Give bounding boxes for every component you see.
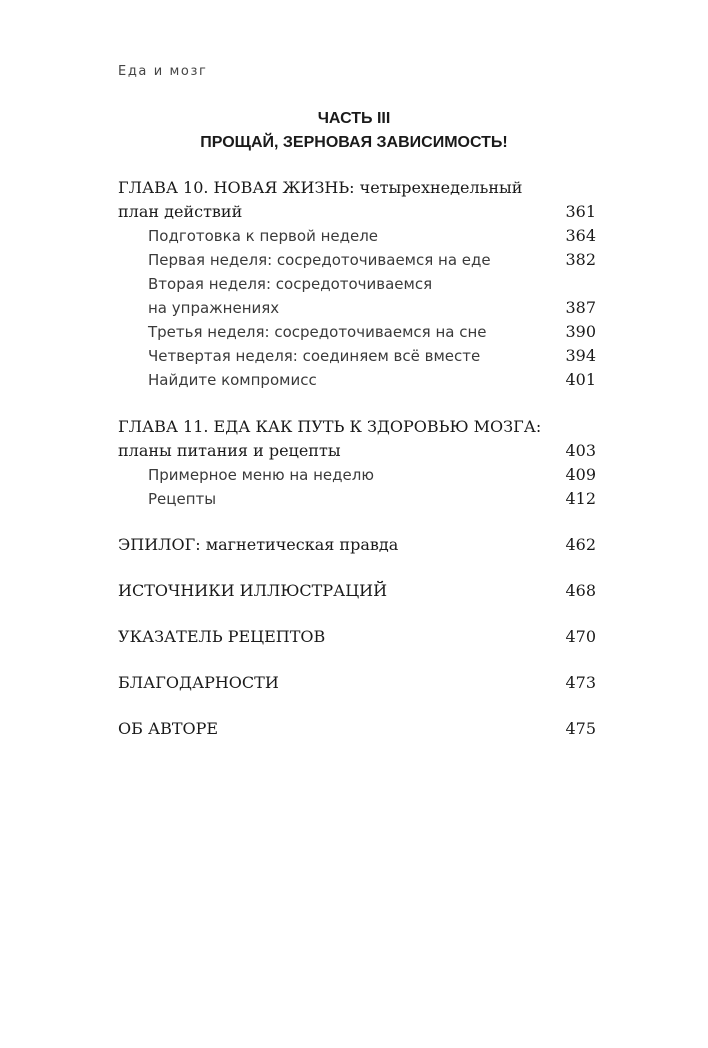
toc-section-title: Рецепты bbox=[148, 490, 217, 508]
spacer bbox=[118, 511, 596, 533]
toc-section-title: Первая неделя: сосредоточиваемся на еде bbox=[148, 251, 491, 269]
toc-section-line1 bbox=[118, 272, 596, 296]
toc-page-number: 390 bbox=[565, 322, 596, 341]
toc-section-title: на упражнениях bbox=[148, 299, 280, 317]
toc-section[interactable] bbox=[118, 296, 596, 320]
toc-page-number: 473 bbox=[565, 673, 596, 692]
toc-chapter-title: УКАЗАТЕЛЬ РЕЦЕПТОВ bbox=[118, 627, 326, 646]
toc-page-number: 470 bbox=[565, 627, 596, 646]
toc-page-number: 394 bbox=[565, 346, 596, 365]
part-number: ЧАСТЬ III bbox=[317, 110, 391, 127]
toc-entry-recipe-index[interactable] bbox=[118, 625, 596, 649]
toc-chapter-title: ГЛАВА 10. НОВАЯ ЖИЗНЬ: четырехнедельный bbox=[118, 178, 523, 197]
toc-entry-chapter11[interactable] bbox=[118, 439, 596, 463]
spacer bbox=[118, 392, 596, 415]
toc-chapter-title: ОБ АВТОРЕ bbox=[118, 719, 219, 738]
toc-section[interactable] bbox=[118, 248, 596, 272]
toc-section[interactable] bbox=[118, 487, 596, 511]
table-of-contents bbox=[118, 176, 596, 741]
toc-page-number: 387 bbox=[565, 298, 596, 317]
toc-chapter-title: БЛАГОДАРНОСТИ bbox=[118, 673, 279, 692]
toc-entry-about-author[interactable] bbox=[118, 717, 596, 741]
toc-page-number: 412 bbox=[565, 489, 596, 508]
part-title: ПРОЩАЙ, ЗЕРНОВАЯ ЗАВИСИМОСТЬ! bbox=[200, 134, 508, 151]
spacer bbox=[118, 695, 596, 717]
toc-page-number: 361 bbox=[565, 202, 596, 221]
spacer bbox=[118, 603, 596, 625]
toc-entry-illustration-sources[interactable] bbox=[118, 579, 596, 603]
toc-section-title: Вторая неделя: сосредоточиваемся bbox=[148, 275, 433, 293]
toc-section[interactable] bbox=[118, 224, 596, 248]
toc-page-number: 382 bbox=[565, 250, 596, 269]
toc-page-number: 462 bbox=[565, 535, 596, 554]
toc-section[interactable] bbox=[118, 463, 596, 487]
toc-chapter-title: план действий bbox=[118, 202, 243, 221]
toc-page-number: 475 bbox=[565, 719, 596, 738]
toc-entry-chapter10[interactable] bbox=[118, 200, 596, 224]
toc-page-number: 409 bbox=[565, 465, 596, 484]
toc-section-title: Третья неделя: сосредоточиваемся на сне bbox=[148, 323, 487, 341]
toc-section-title: Найдите компромисс bbox=[148, 371, 317, 389]
toc-entry-chapter11-line1 bbox=[118, 415, 596, 439]
toc-page-number: 403 bbox=[565, 441, 596, 460]
toc-section-title: Подготовка к первой неделе bbox=[148, 227, 379, 245]
toc-chapter-title: ГЛАВА 11. ЕДА КАК ПУТЬ К ЗДОРОВЬЮ МОЗГА: bbox=[118, 417, 542, 436]
toc-chapter-title: ЭПИЛОГ: магнетическая правда bbox=[118, 535, 399, 554]
running-head: Еда и мозг bbox=[118, 64, 208, 79]
toc-section[interactable] bbox=[118, 344, 596, 368]
toc-section[interactable] bbox=[118, 368, 596, 392]
toc-section-title: Примерное меню на неделю bbox=[148, 466, 374, 484]
toc-entry-chapter10-line1 bbox=[118, 176, 596, 200]
toc-section-title: Четвертая неделя: соединяем всё вместе bbox=[148, 347, 481, 365]
spacer bbox=[118, 557, 596, 579]
toc-page-number: 364 bbox=[565, 226, 596, 245]
part-heading bbox=[0, 107, 708, 155]
spacer bbox=[118, 649, 596, 671]
toc-chapter-title: планы питания и рецепты bbox=[118, 441, 341, 460]
toc-page-number: 401 bbox=[565, 370, 596, 389]
toc-entry-epilogue[interactable] bbox=[118, 533, 596, 557]
toc-entry-acknowledgements[interactable] bbox=[118, 671, 596, 695]
toc-page-number: 468 bbox=[565, 581, 596, 600]
toc-section[interactable] bbox=[118, 320, 596, 344]
toc-chapter-title: ИСТОЧНИКИ ИЛЛЮСТРАЦИЙ bbox=[118, 581, 388, 600]
